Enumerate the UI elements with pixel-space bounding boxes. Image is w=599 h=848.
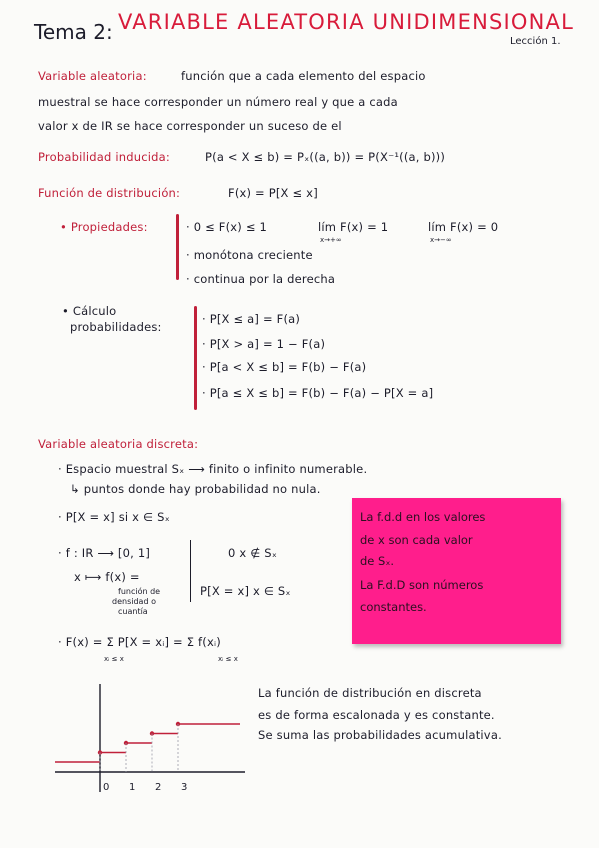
calculation-label-1: • Cálculo [62, 304, 117, 318]
definition-term: Variable aleatoria: [38, 69, 147, 83]
density-note-3: cuantía [118, 607, 148, 616]
calculation-formula-1: · P[X ≤ a] = F(a) [202, 312, 301, 326]
definition-line-3: valor x de IR se hace corresponder un suceso de el [38, 119, 342, 133]
induced-probability-term: Probabilidad inducida: [38, 150, 170, 164]
x-tick-label: 3 [181, 782, 188, 793]
sticky-line-3: de Sₓ. [360, 554, 395, 568]
sticky-line-5: constantes. [360, 600, 427, 614]
x-tick-label: 0 [103, 782, 110, 793]
graph-note-3: Se suma las probabilidades acumulativa. [258, 728, 502, 742]
x-tick-label: 1 [129, 782, 136, 793]
cdf-formula: · F(x) = Σ P[X = xᵢ] = Σ f(xᵢ) [58, 635, 221, 649]
definition-line-2: muestral se hace corresponder un número real y que a cada [38, 95, 398, 109]
property-monotone: · monótona creciente [186, 248, 313, 262]
property-limit-minus-sub: x→−∞ [430, 236, 452, 244]
topic-number: Tema 2: [34, 20, 113, 44]
property-range: · 0 ≤ F(x) ≤ 1 [186, 220, 268, 234]
distribution-function-term: Función de distribución: [38, 186, 181, 200]
calculation-label-2: probabilidades: [70, 320, 162, 334]
cdf-sub-1: xᵢ ≤ x [104, 655, 124, 663]
cdf-sub-2: xᵢ ≤ x [218, 655, 238, 663]
calculation-formula-2: · P[X > a] = 1 − F(a) [202, 337, 326, 351]
pmf-line: · P[X = x] si x ∈ Sₓ [58, 510, 170, 524]
sample-space-note: ↳ puntos donde hay probabilidad no nula. [70, 482, 321, 496]
density-note-2: densidad o [112, 597, 156, 606]
case-outside: 0 x ∉ Sₓ [228, 546, 278, 560]
graph-note-1: La función de distribución en discreta [258, 686, 482, 700]
property-limit-minus: lím F(x) = 0 [428, 220, 499, 234]
sample-space-line: · Espacio muestral Sₓ ⟶ finito o infinito numerable. [58, 462, 368, 476]
density-map: · f : IR ⟶ [0, 1] [58, 546, 151, 560]
graph-note-2: es de forma escalonada y es constante. [258, 708, 495, 722]
definition-line-1: función que a cada elemento del espacio [181, 69, 426, 83]
induced-probability-formula: P(a < X ≤ b) = Pₓ((a, b)) = P(X⁻¹((a, b))) [205, 150, 446, 164]
sticky-line-1: La f.d.d en los valores [360, 510, 486, 524]
property-right-continuous: · continua por la derecha [186, 272, 336, 286]
page-title: VARIABLE ALEATORIA UNIDIMENSIONAL [118, 10, 575, 34]
sticky-line-4: La F.d.D son números [360, 578, 484, 592]
property-limit-plus: lím F(x) = 1 [318, 220, 389, 234]
density-note-1: función de [118, 587, 161, 596]
calculation-formula-3: · P[a < X ≤ b] = F(b) − F(a) [202, 360, 367, 374]
property-limit-plus-sub: x→+∞ [320, 236, 342, 244]
density-map-2: x ⟼ f(x) = [74, 570, 140, 584]
sticky-line-2: de x son cada valor [360, 533, 473, 547]
case-inside: P[X = x] x ∈ Sₓ [200, 584, 291, 598]
distribution-function-formula: F(x) = P[X ≤ x] [228, 186, 318, 200]
calculation-formula-4: · P[a ≤ X ≤ b] = F(b) − F(a) − P[X = a] [202, 386, 434, 400]
discrete-term: Variable aleatoria discreta: [38, 437, 199, 451]
lesson-label: Lección 1. [510, 36, 561, 47]
properties-label: • Propiedades: [60, 220, 148, 234]
x-tick-label: 2 [155, 782, 162, 793]
